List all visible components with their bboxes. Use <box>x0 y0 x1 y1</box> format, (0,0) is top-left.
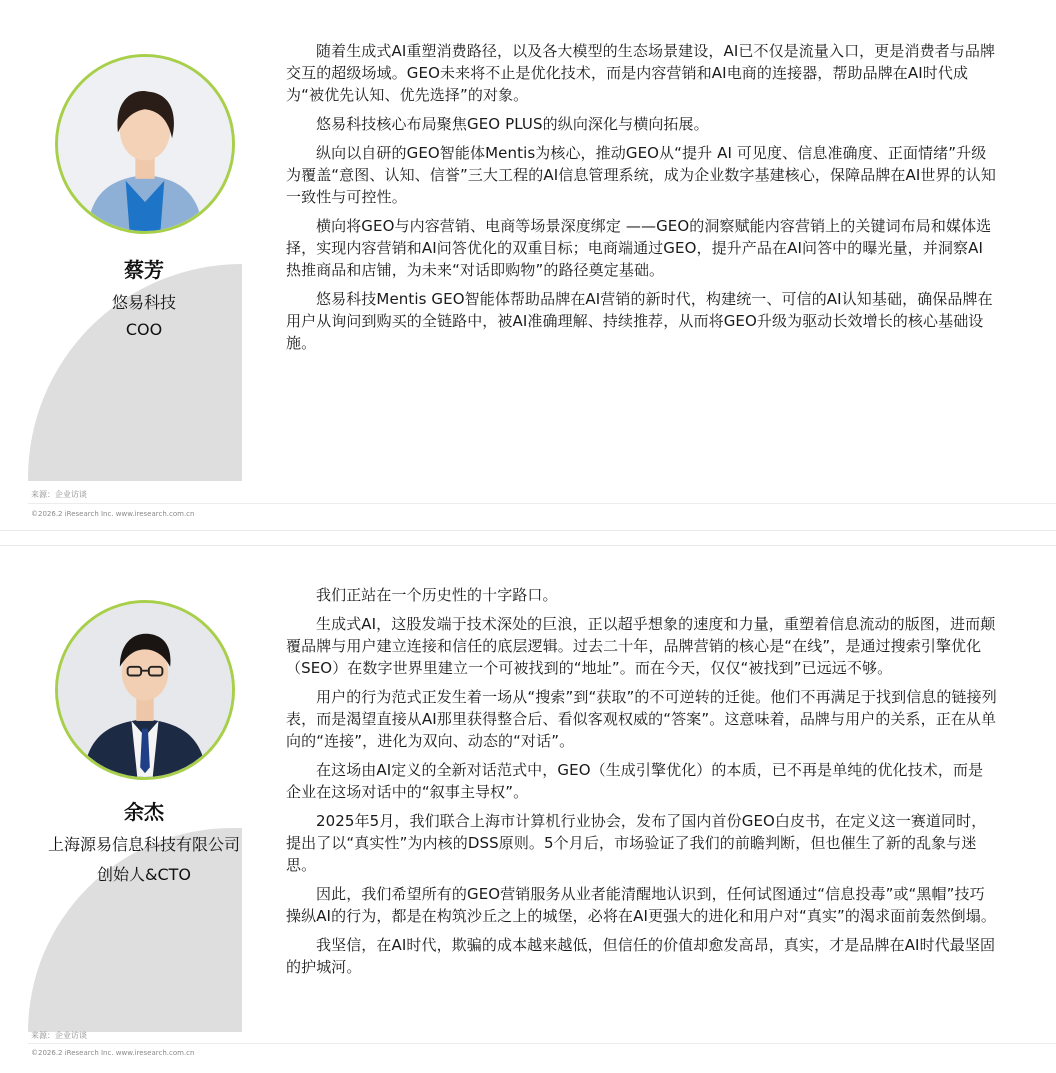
person-company: 上海源易信息科技有限公司 <box>47 835 240 854</box>
decorative-arc <box>28 828 242 1032</box>
person-name: 蔡芳 <box>124 258 164 282</box>
interview-text <box>286 40 998 361</box>
footer-divider <box>28 1043 1056 1044</box>
paragraph: 生成式AI，这股发端于技术深处的巨浪，正以超乎想象的速度和力量，重塑着信息流动的版图，进而颠覆品牌与用户建立连接和信任的底层逻辑。过去二十年，品牌营销的核心是“在线”，是通过搜索引擎优化（SEO）在数字世界里建立一个可被找到的“地址”。而在今天，仅仅“被找到”已远远不够。 <box>286 615 996 677</box>
paragraph: 用户的行为范式正发生着一场从“搜索”到“获取”的不可逆转的迁徙。他们不再满足于找到信息的链接列表，而是渴望直接从AI那里获得整合后、看似客观权威的“答案”。这意味着，品牌与用户的关系，正在从单向的“连接”，进化为双向、动态的“对话”。 <box>286 688 997 750</box>
profile-panel <box>0 546 270 1073</box>
paragraph: 我坚信，在AI时代，欺骗的成本越来越低，但信任的价值却愈发高昂，真实，才是品牌在AI时代最坚固的护城河。 <box>286 936 996 976</box>
avatar <box>55 54 235 234</box>
person-title: 创始人&CTO <box>96 865 192 884</box>
copyright-note: ©2026.2 iResearch Inc. www.iresearch.com.cn <box>31 1049 195 1057</box>
source-note: 来源：企业访谈 <box>31 490 87 499</box>
profile-panel <box>0 0 270 530</box>
portrait-male-icon <box>58 603 232 777</box>
paragraph: 在这场由AI定义的全新对话范式中，GEO（生成引擎优化）的本质，已不再是单纯的优化技术，而是企业在这场对话中的“叙事主导权”。 <box>286 761 984 801</box>
portrait-female-icon <box>58 57 232 231</box>
paragraph: 横向将GEO与内容营销、电商等场景深度绑定 ——GEO的洞察赋能内容营销上的关键词布局和媒体选择，实现内容营销和AI问答优化的双重目标；电商端通过GEO，提升产品在AI问答中的曝光量，并洞察AI热推商品和店铺，为未来“对话即购物”的路径奠定基础。 <box>286 217 992 279</box>
person-company: 悠易科技 <box>111 293 176 312</box>
copyright-note: ©2026.2 iResearch Inc. www.iresearch.com.cn <box>31 510 195 518</box>
paragraph: 2025年5月，我们联合上海市计算机行业协会，发布了国内首份GEO白皮书，在定义这一赛道同时，提出了以“真实性”为内核的DSS原则。5个月后，市场验证了我们的前瞻判断，但也催生了新的乱象与迷思。 <box>286 812 987 874</box>
paragraph: 悠易科技核心布局聚焦GEO PLUS的纵向深化与横向拓展。 <box>316 115 709 133</box>
slide-separator <box>0 530 1056 546</box>
paragraph: 纵向以自研的GEO智能体Mentis为核心，推动GEO从“提升 AI 可见度、信息准确度、正面情绪”升级为覆盖“意图、认知、信誉”三大工程的AI信息管理系统，成为企业数字基建核心，保障品牌在AI世界的认知一致性与可控性。 <box>286 144 996 206</box>
interview-slide-1 <box>0 0 1056 530</box>
footer-divider <box>28 503 1056 504</box>
source-note: 来源：企业访谈 <box>31 1031 87 1040</box>
avatar <box>55 600 235 780</box>
paragraph: 我们正站在一个历史性的十字路口。 <box>316 586 558 604</box>
paragraph: 随着生成式AI重塑消费路径，以及各大模型的生态场景建设，AI已不仅是流量入口，更是消费者与品牌交互的超级场域。GEO未来将不止是优化技术，而是内容营销和AI电商的连接器，帮助品牌在AI时代成为“被优先认知、优先选择”的对象。 <box>286 42 996 104</box>
interview-slide-2 <box>0 546 1056 1073</box>
person-name: 余杰 <box>124 800 164 824</box>
person-title: COO <box>125 320 163 339</box>
interview-text <box>286 584 998 985</box>
paragraph: 悠易科技Mentis GEO智能体帮助品牌在AI营销的新时代，构建统一、可信的AI认知基础，确保品牌在用户从询问到购买的全链路中，被AI准确理解、持续推荐，从而将GEO升级为驱动长效增长的核心基础设施。 <box>286 290 993 352</box>
paragraph: 因此，我们希望所有的GEO营销服务从业者能清醒地认识到，任何试图通过“信息投毒”或“黑帽”技巧操纵AI的行为，都是在构筑沙丘之上的城堡，必将在AI更强大的进化和用户对“真实”的渴求面前轰然倒塌。 <box>286 885 996 925</box>
